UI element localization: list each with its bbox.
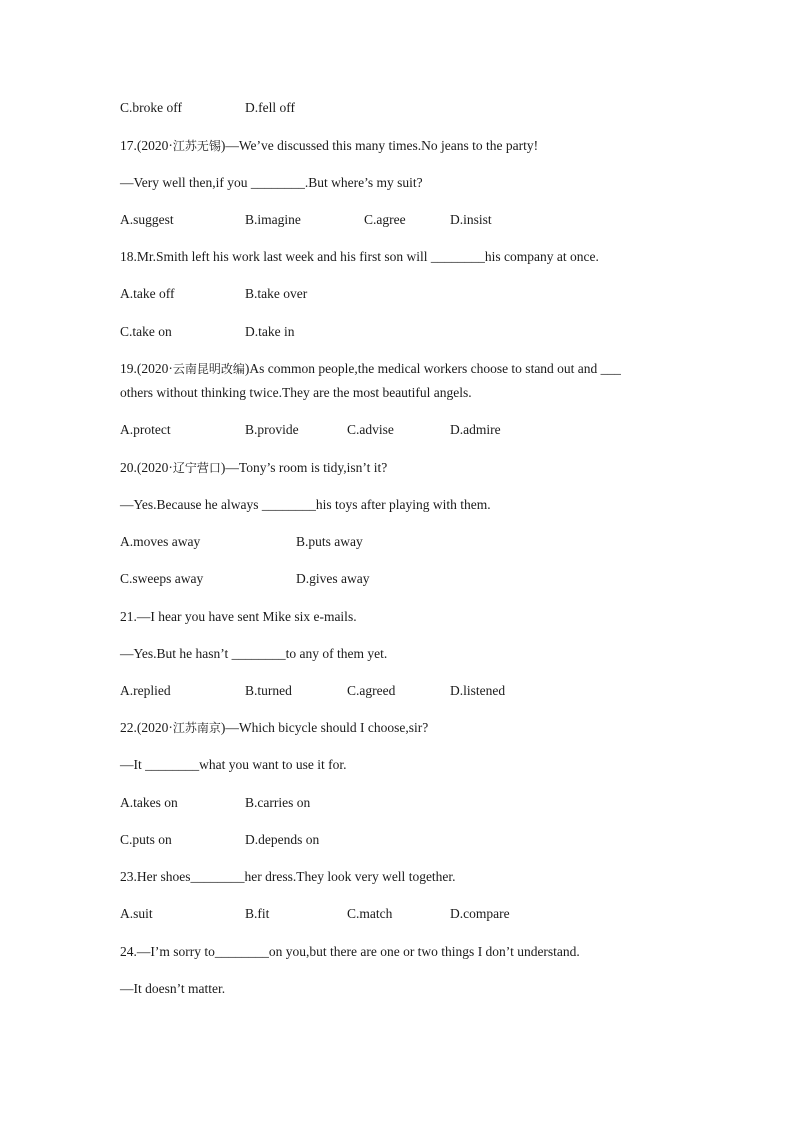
question-number: 17.(2020·: [120, 138, 173, 153]
question-text: )—Which bicycle should I choose,sir?: [220, 720, 429, 735]
question-21-line2: —Yes.But he hasn’t ________to any of them yet.: [120, 646, 388, 661]
question-source: 江苏南京: [172, 721, 221, 735]
option-a: A.moves away: [120, 534, 201, 549]
question-24-stem: 24.—I’m sorry to________on you,but there are one or two things I don’t understand.: [120, 944, 580, 959]
question-text: )—We’ve discussed this many times.No jeans to the party!: [220, 138, 539, 153]
question-number: 20.(2020·: [120, 460, 173, 475]
option-c: C.broke off: [120, 100, 182, 115]
option-a: A.replied: [120, 683, 171, 698]
question-number: 19.(2020·: [120, 361, 173, 376]
question-22-line2: —It ________what you want to use it for.: [120, 757, 347, 772]
option-c: C.sweeps away: [120, 571, 204, 586]
option-b: B.take over: [245, 286, 308, 301]
option-d: D.admire: [450, 422, 501, 437]
question-text: )As common people,the medical workers choose to stand out and ___: [244, 361, 621, 376]
question-20-line2: —Yes.Because he always ________his toys after playing with them.: [120, 497, 491, 512]
option-d: D.listened: [450, 683, 506, 698]
question-18-stem: 18.Mr.Smith left his work last week and his first son will ________his company at once.: [120, 249, 599, 264]
question-24-line2: —It doesn’t matter.: [120, 981, 226, 996]
question-19-line2: others without thinking twice.They are the most beautiful angels.: [120, 385, 472, 400]
question-text: )—Tony’s room is tidy,isn’t it?: [220, 460, 388, 475]
option-d: D.take in: [245, 324, 295, 339]
question-number: 22.(2020·: [120, 720, 173, 735]
option-d: D.depends on: [245, 832, 320, 847]
question-19-stem: [120, 361, 621, 377]
question-source: 辽宁营口: [172, 461, 221, 475]
option-a: A.suit: [120, 906, 153, 921]
option-a: A.protect: [120, 422, 171, 437]
option-a: A.take off: [120, 286, 175, 301]
question-17-stem: [120, 138, 538, 154]
option-c: C.agree: [364, 212, 406, 227]
question-source: 云南昆明改编: [172, 362, 245, 376]
question-20-stem: [120, 460, 387, 476]
option-a: A.takes on: [120, 795, 178, 810]
question-17-line2: —Very well then,if you ________.But where’s my suit?: [120, 175, 423, 190]
question-source: 江苏无锡: [172, 139, 221, 153]
option-b: B.turned: [245, 683, 292, 698]
option-a: A.suggest: [120, 212, 174, 227]
option-c: C.puts on: [120, 832, 172, 847]
question-23-stem: 23.Her shoes________her dress.They look very well together.: [120, 869, 456, 884]
option-d: D.fell off: [245, 100, 295, 115]
option-b: B.puts away: [296, 534, 363, 549]
option-d: D.compare: [450, 906, 510, 921]
option-c: C.take on: [120, 324, 172, 339]
option-d: D.gives away: [296, 571, 370, 586]
option-b: B.fit: [245, 906, 270, 921]
question-21-stem: 21.—I hear you have sent Mike six e-mails.: [120, 609, 357, 624]
option-b: B.imagine: [245, 212, 301, 227]
option-c: C.agreed: [347, 683, 396, 698]
option-b: B.carries on: [245, 795, 311, 810]
question-22-stem: [120, 720, 428, 736]
option-b: B.provide: [245, 422, 299, 437]
option-c: C.match: [347, 906, 393, 921]
option-c: C.advise: [347, 422, 394, 437]
option-d: D.insist: [450, 212, 492, 227]
